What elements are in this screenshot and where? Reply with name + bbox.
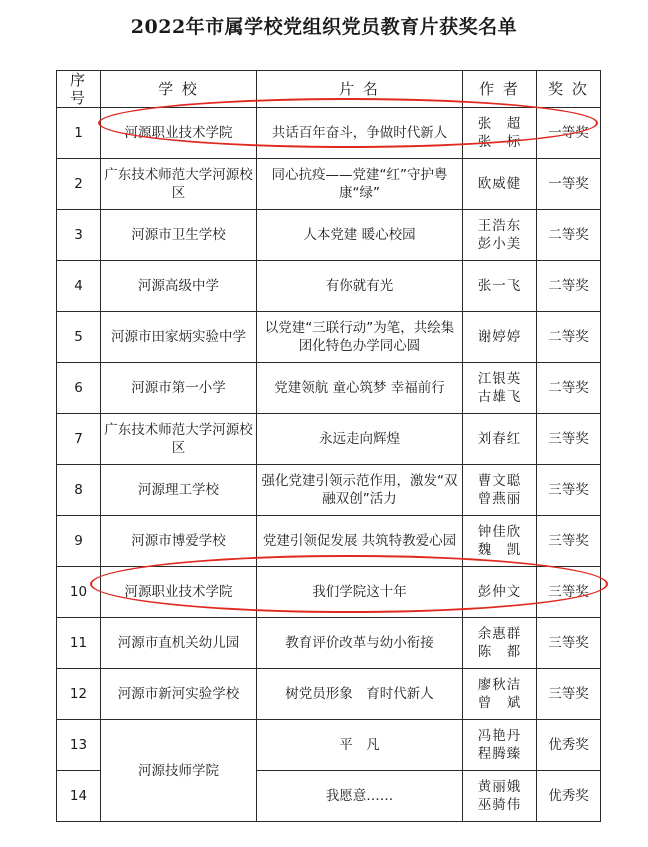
author-name: 古雄飞 bbox=[477, 389, 522, 405]
row-author bbox=[463, 363, 537, 414]
row-number: 2 bbox=[57, 159, 101, 210]
row-school: 河源理工学校 bbox=[101, 465, 257, 516]
row-number: 6 bbox=[57, 363, 101, 414]
header-prize: 奖 次 bbox=[537, 71, 601, 108]
row-school: 河源市第一小学 bbox=[101, 363, 257, 414]
table-row bbox=[57, 516, 601, 567]
row-prize: 三等奖 bbox=[537, 414, 601, 465]
row-number: 1 bbox=[57, 108, 101, 159]
row-film-title: 党建领航 童心筑梦 幸福前行 bbox=[257, 363, 463, 414]
author-name: 程腾臻 bbox=[477, 746, 522, 762]
header-film: 片 名 bbox=[257, 71, 463, 108]
row-author bbox=[463, 669, 537, 720]
row-author bbox=[463, 312, 537, 363]
author-name: 张 超 bbox=[477, 116, 522, 132]
row-school: 广东技术师范大学河源校区 bbox=[101, 414, 257, 465]
table-row bbox=[57, 567, 601, 618]
row-school: 河源职业技术学院 bbox=[101, 108, 257, 159]
row-prize: 优秀奖 bbox=[537, 720, 601, 771]
row-film-title: 人本党建 暖心校园 bbox=[257, 210, 463, 261]
author-name: 廖秋洁 bbox=[477, 677, 522, 693]
row-prize: 一等奖 bbox=[537, 159, 601, 210]
table-row bbox=[57, 618, 601, 669]
author-name: 曾 斌 bbox=[477, 695, 522, 711]
row-number: 12 bbox=[57, 669, 101, 720]
header-no: 序 号 bbox=[57, 71, 101, 108]
table-row bbox=[57, 312, 601, 363]
row-author bbox=[463, 465, 537, 516]
row-school: 河源市博爱学校 bbox=[101, 516, 257, 567]
row-school: 河源职业技术学院 bbox=[101, 567, 257, 618]
table-row bbox=[57, 261, 601, 312]
row-film-title: 树党员形象 育时代新人 bbox=[257, 669, 463, 720]
row-film-title: 教育评价改革与幼小衔接 bbox=[257, 618, 463, 669]
header-school: 学 校 bbox=[101, 71, 257, 108]
author-name: 曹文聪 bbox=[477, 473, 522, 489]
row-school: 河源技师学院 bbox=[101, 720, 257, 822]
row-school: 河源市卫生学校 bbox=[101, 210, 257, 261]
row-number: 5 bbox=[57, 312, 101, 363]
row-author bbox=[463, 567, 537, 618]
author-name: 魏 凯 bbox=[477, 542, 522, 558]
row-prize: 二等奖 bbox=[537, 312, 601, 363]
author-name: 余惠群 bbox=[477, 626, 522, 642]
row-number: 10 bbox=[57, 567, 101, 618]
author-name: 江银英 bbox=[477, 371, 522, 387]
author-name: 张 标 bbox=[477, 134, 522, 150]
row-author bbox=[463, 720, 537, 771]
table-row bbox=[57, 669, 601, 720]
author-name: 陈 都 bbox=[477, 644, 522, 660]
row-prize: 三等奖 bbox=[537, 516, 601, 567]
row-film-title: 平 凡 bbox=[257, 720, 463, 771]
author-name: 巫骑伟 bbox=[477, 797, 522, 813]
row-film-title: 我愿意…… bbox=[257, 771, 463, 822]
author-name: 钟佳欣 bbox=[477, 524, 522, 540]
row-number: 9 bbox=[57, 516, 101, 567]
header-row bbox=[57, 71, 601, 108]
author-name: 谢婷婷 bbox=[477, 329, 522, 345]
row-prize: 一等奖 bbox=[537, 108, 601, 159]
author-name: 彭仲文 bbox=[477, 584, 522, 600]
row-number: 3 bbox=[57, 210, 101, 261]
row-author bbox=[463, 261, 537, 312]
row-school: 河源市田家炳实验中学 bbox=[101, 312, 257, 363]
row-prize: 三等奖 bbox=[537, 669, 601, 720]
row-film-title: 以党建“三联行动”为笔，共绘集团化特色办学同心圆 bbox=[257, 312, 463, 363]
row-author bbox=[463, 414, 537, 465]
author-name: 冯艳丹 bbox=[477, 728, 522, 744]
row-number: 13 bbox=[57, 720, 101, 771]
row-film-title: 同心抗疫——党建“红”守护粤康“绿” bbox=[257, 159, 463, 210]
row-prize: 优秀奖 bbox=[537, 771, 601, 822]
author-name: 欧威健 bbox=[477, 176, 522, 192]
row-school: 河源市直机关幼儿园 bbox=[101, 618, 257, 669]
row-film-title: 党建引领促发展 共筑特教爱心园 bbox=[257, 516, 463, 567]
table-row bbox=[57, 720, 601, 771]
author-name: 刘春红 bbox=[477, 431, 522, 447]
row-film-title: 永远走向辉煌 bbox=[257, 414, 463, 465]
row-author bbox=[463, 159, 537, 210]
row-author bbox=[463, 771, 537, 822]
table-row bbox=[57, 159, 601, 210]
row-number: 4 bbox=[57, 261, 101, 312]
author-name: 彭小美 bbox=[477, 236, 522, 252]
row-film-title: 强化党建引领示范作用，激发“双融双创”活力 bbox=[257, 465, 463, 516]
table-row bbox=[57, 210, 601, 261]
row-number: 7 bbox=[57, 414, 101, 465]
row-film-title: 我们学院这十年 bbox=[257, 567, 463, 618]
row-film-title: 共话百年奋斗，争做时代新人 bbox=[257, 108, 463, 159]
row-prize: 三等奖 bbox=[537, 567, 601, 618]
row-number: 14 bbox=[57, 771, 101, 822]
row-number: 11 bbox=[57, 618, 101, 669]
author-name: 张一飞 bbox=[477, 278, 522, 294]
table-row bbox=[57, 414, 601, 465]
row-film-title: 有你就有光 bbox=[257, 261, 463, 312]
table-row bbox=[57, 108, 601, 159]
header-author: 作 者 bbox=[463, 71, 537, 108]
author-name: 曾燕丽 bbox=[477, 491, 522, 507]
row-prize: 二等奖 bbox=[537, 363, 601, 414]
row-school: 河源市新河实验学校 bbox=[101, 669, 257, 720]
row-author bbox=[463, 516, 537, 567]
row-school: 河源高级中学 bbox=[101, 261, 257, 312]
row-author bbox=[463, 210, 537, 261]
row-prize: 三等奖 bbox=[537, 618, 601, 669]
author-name: 黄丽娥 bbox=[477, 779, 522, 795]
row-school: 广东技术师范大学河源校区 bbox=[101, 159, 257, 210]
row-prize: 二等奖 bbox=[537, 261, 601, 312]
row-author bbox=[463, 108, 537, 159]
awards-table bbox=[56, 70, 601, 822]
row-prize: 三等奖 bbox=[537, 465, 601, 516]
table-row bbox=[57, 363, 601, 414]
page-title: 2022年市属学校党组织党员教育片获奖名单 bbox=[130, 16, 518, 38]
author-name: 王浩东 bbox=[477, 218, 522, 234]
row-prize: 二等奖 bbox=[537, 210, 601, 261]
table-row bbox=[57, 465, 601, 516]
row-author bbox=[463, 618, 537, 669]
row-number: 8 bbox=[57, 465, 101, 516]
